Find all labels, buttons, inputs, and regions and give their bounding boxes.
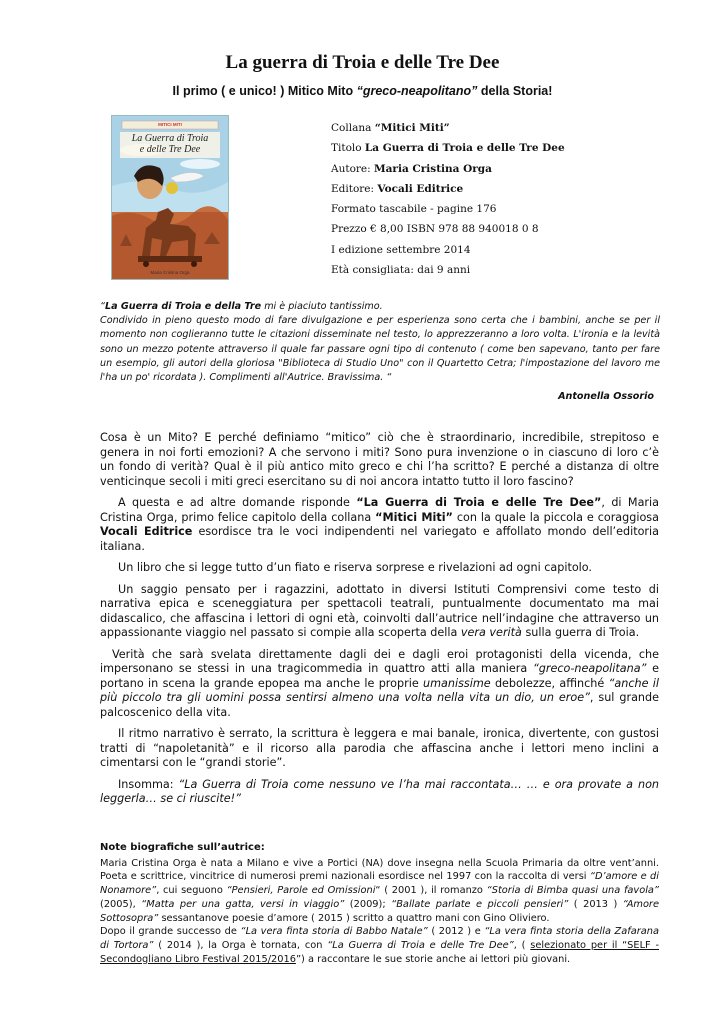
bio1-l: “Amore Sottosopra” (100, 898, 659, 924)
bio1-k: ( 2013 ) (568, 898, 623, 910)
p7-emphasis: “La Guerra di Troia come nessuno ve l’ha mai raccontata… … e ora provate a non leggerla… se ci riuscite!” (100, 777, 660, 805)
cover-title (116, 133, 224, 155)
bio1-e: “ ( 2001 ), il romanzo (375, 885, 487, 897)
review-open-quote: “ (100, 301, 105, 312)
bio1-b: “D’amore e di Nonamore” (100, 871, 659, 897)
review-book-title: La Guerra di Troia e della Tre (104, 301, 262, 312)
p2-series-name: “Mitici Miti” (375, 510, 453, 524)
autore-label: Autore: (331, 162, 374, 175)
paragraph-4 (100, 583, 659, 641)
bio2-e: ( 2014 ), la Orga è tornata, con (153, 939, 328, 951)
bio-paragraph-2 (100, 925, 659, 966)
detail-eta: Età consigliata: dai 9 anni (331, 264, 471, 277)
subtitle-text-a: Il primo ( e unico! ) Mitico Mito (172, 84, 357, 98)
autore-value: Maria Cristina Orga (374, 162, 492, 175)
article-body (100, 431, 659, 814)
page-title: La guerra di Troia e delle Tre Dee (225, 52, 500, 73)
p2-text-c: , di Maria Cristina Orga, primo felice capitolo della collana (100, 496, 659, 524)
paragraph-1: Cosa è un Mito? E perché definiamo “mitico” ciò che è straordinario, incredibile, strepitoso e genera in noi forti emozioni? A che servono i miti? Sono pura invenzione o in ciascuno di loro c’è un fondo di verità? Qual è il più antico mito greco e chi l’ha scritto? E perché a distanza di oltre venticinque secoli i miti greci esercitano su di noi ancora intatto tutto il loro fascino? (100, 431, 659, 488)
paragraph-6: Il ritmo narrativo è serrato, la scrittura è leggera e mai banale, ironica, divertente, con gustosi tratti di “napoletanità” e il ricorso alla parodia che affascina anche i lettori meno inclini a cimentarsi con le “grandi storie”. (100, 727, 659, 769)
p4-text-c: sulla guerra di Troia. (521, 626, 640, 639)
page-subtitle (0, 84, 725, 98)
p5-emphasis-d: umanissime (423, 676, 491, 690)
titolo-value: La Guerra di Troia e delle Tre Dee (364, 142, 565, 155)
book-cover (111, 115, 229, 280)
p7-text-a: Insomma: (118, 777, 179, 791)
subtitle-emphasis: “greco-neapolitano” (356, 84, 478, 98)
p5-text-g: , sul grande palcoscenico della vita. (100, 691, 659, 719)
bio2-c: ( 2012 ) e (427, 926, 485, 938)
p5-emphasis-b: “greco-neapolitana” (532, 662, 647, 675)
review-lead (100, 300, 660, 314)
author-bio (100, 841, 659, 966)
bio2-g: , ( (513, 939, 531, 951)
bio1-d: “Pensieri, Parole ed Omissioni (226, 885, 376, 897)
bio2-b: “La vera finta storia di Babbo Natale” (240, 926, 428, 938)
p2-publisher: Vocali Editrice (100, 525, 193, 538)
bio1-c: , cui seguono (156, 885, 227, 897)
paragraph-2 (100, 496, 659, 554)
paragraph-5 (100, 648, 659, 721)
editore-label: Editore: (331, 182, 378, 195)
editore-value: Vocali Editrice (377, 182, 464, 195)
p5-text-a: Verità che sarà svelata direttamente dagli dei e dagli eroi protagonisti della vicenda, che impersonano se stessi in una tragicommedia in quattro atti alla maniera (100, 647, 659, 675)
bio2-a: Dopo il grande successo de (100, 926, 241, 938)
subtitle-text-c: della Storia! (477, 84, 553, 98)
cover-title-line-2: e delle Tre Dee (139, 144, 201, 155)
bio1-i: (2009); (344, 898, 392, 910)
collana-label: Collana (331, 122, 375, 134)
p5-emphasis-f: “anche il più piccolo tra gli uomini possa sentirsi almeno una volta nella vita un dio, un eroe” (100, 676, 659, 704)
bio1-a: Maria Cristina Orga è nata a Milano e vive a Portici (NA) dove insegna nella Scuola Primaria da oltre vent’anni. Poeta e scrittrice, vincitrice di numerosi premi nazionali esordisce nel 1997 con la raccolta di versi (100, 857, 659, 883)
titolo-label: Titolo (331, 142, 365, 155)
p2-book-title: “La Guerra di Troia e delle Tre Dee” (356, 496, 602, 509)
paragraph-7 (100, 778, 659, 807)
bio1-j: “Ballate parlate e piccoli pensieri” (391, 898, 569, 910)
bio2-i: ”) a raccontare le sue storie anche ai lettori più giovani. (295, 953, 571, 965)
festival-selection-note: selezionato per il “SELF - Secondogliano Libro Festival 2015/2016 (100, 939, 660, 965)
bio1-g: (2005), (100, 898, 142, 910)
cover-author: Maria Cristina Orga (150, 270, 190, 275)
detail-autore (331, 159, 691, 179)
bio1-f: “Storia di Bimba quasi una favola” (486, 885, 660, 897)
review-text: Condivido in pieno questo modo di fare divulgazione e per esperienza sono certa che i bambini, anche se per il momento non coglieranno tutte le citazioni disseminate nel testo, lo apprezzeranno a loro volta. L'ironia e la levità sono un mezzo potente attraverso il quale far passare ogni tipo di contenuto ( come ben sapevano, tanto per fare un esempio, gli autori della gloriosa "Biblioteca di Studio Uno" con il Quartetto Cetra; l'impostazione del lavoro me l'ha un po' ricordata ). Complimenti all'Autrice. Bravissima. “ (100, 315, 660, 384)
detail-formato: Formato tascabile - pagine 176 (331, 203, 497, 216)
bio2-f: “La Guerra di Troia e delle Tre Dee” (327, 939, 514, 951)
bio1-h: “Matta per una gatta, versi in viaggio” (141, 898, 345, 910)
p2-text-e: con la quale la piccola e coraggiosa (452, 510, 659, 524)
collana-value: “Mitici Miti” (374, 122, 450, 134)
detail-titolo (331, 138, 691, 158)
detail-collana (331, 118, 691, 138)
detail-prezzo: Prezzo € 8,00 ISBN 978 88 940018 0 8 (331, 223, 539, 236)
review-quote (100, 300, 660, 404)
review-lead-rest: mi è piaciuto tantissimo. (261, 301, 383, 312)
detail-edizione: I edizione settembre 2014 (331, 243, 471, 256)
paragraph-3: Un libro che si legge tutto d’un fiato e riserva sorprese e rivelazioni ad ogni capitolo. (118, 561, 592, 574)
p2-text-g: esordisce tra le voci indipendenti nel variegato e affollato mondo dell’editoria italiana. (100, 525, 659, 553)
p4-emphasis: vera verità (460, 626, 522, 639)
cover-title-line-1: La Guerra di Troia (131, 133, 209, 144)
p5-text-c: e portano in scena la grande epopea ma anche le proprie (100, 662, 659, 690)
bio-paragraph-1 (100, 857, 659, 926)
p4-text-a: Un saggio pensato per i ragazzini, adottato in diversi Istituti Comprensivi come testo di narrativa epica e sceneggiatura per spettacoli teatrali, puntualmente documentato ma mai didascalico, che affascina i lettori di ogni età, coinvolti dall’autrice nell’indagine che attraverso un appassionante viaggio nel passato si compie alla scoperta della (100, 582, 659, 639)
review-signature: Antonella Ossorio (558, 391, 654, 403)
p5-text-e: debolezze, affinché (490, 676, 609, 690)
detail-editore (331, 179, 691, 199)
bio2-d: “La vera finta storia della Zafarana di Tortora” (100, 926, 659, 951)
bio1-m: sessantanove poesie d’amore ( 2015 ) scritto a quattro mani con Gino Oliviero. (158, 912, 550, 924)
bio-heading: Note biografiche sull’autrice: (100, 842, 265, 853)
cover-series-label: MITICI MITI (158, 122, 182, 127)
book-details (331, 118, 691, 280)
p2-text-a: A questa e ad altre domande risponde (118, 496, 357, 509)
